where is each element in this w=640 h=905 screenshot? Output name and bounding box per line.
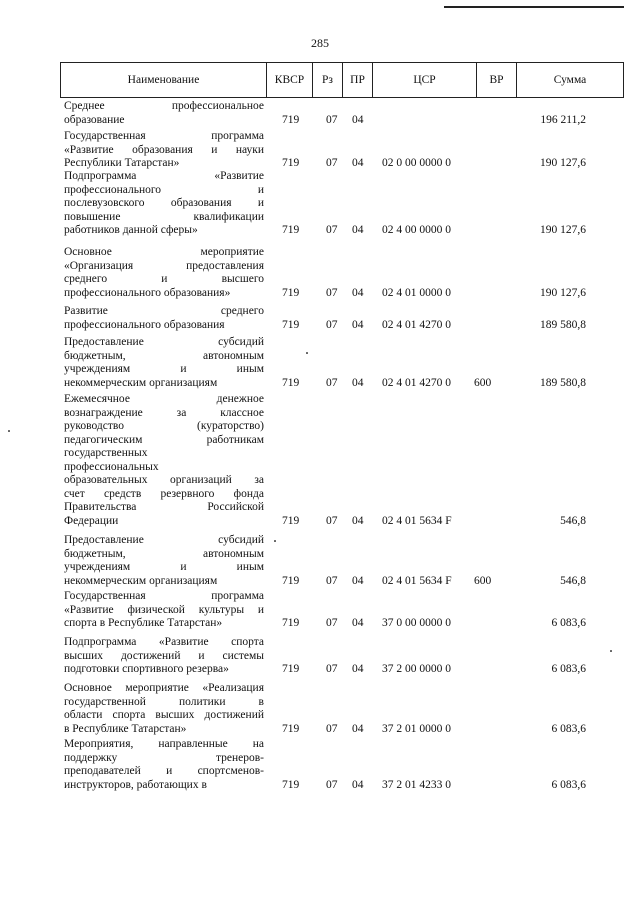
- row-name: [64, 738, 264, 792]
- row-kvsr: 719: [282, 514, 300, 527]
- row-csr: 02 4 01 5634 F: [382, 574, 452, 587]
- row-csr: 02 4 00 0000 0: [382, 224, 451, 236]
- row-name-line: поддержку тренеров-: [64, 751, 264, 764]
- row-name-line: в Республике Татарстан»: [64, 722, 187, 735]
- row-name-line: среднего и высшего: [64, 273, 264, 285]
- row-name-line: педагогическим работникам: [64, 433, 264, 446]
- row-rz: 07: [326, 376, 338, 389]
- row-pr: 04: [352, 113, 364, 126]
- row-name-line: Основное мероприятие «Реализация: [64, 682, 264, 694]
- row-sum: 190 127,6: [540, 224, 586, 236]
- row-name: [64, 170, 264, 238]
- scan-speck: [8, 430, 10, 432]
- row-name-line: профессионального и: [64, 183, 264, 196]
- row-csr: 02 4 01 4270 0: [382, 376, 451, 389]
- table-row: [64, 305, 624, 332]
- row-name-line: государственных: [64, 447, 148, 459]
- row-name-line: «Развитие образования и науки: [64, 143, 264, 156]
- row-name-line: Государственная программа: [64, 590, 264, 602]
- scan-speck: [274, 540, 276, 542]
- row-sum: 546,8: [560, 514, 586, 527]
- row-kvsr: 719: [282, 574, 300, 587]
- row-name-line: Правительства Российской: [64, 501, 264, 513]
- row-rz: 07: [326, 617, 338, 629]
- row-rz: 07: [326, 778, 338, 791]
- row-name-line: Ежемесячное денежное: [64, 393, 264, 405]
- row-kvsr: 719: [282, 286, 300, 299]
- row-rz: 07: [326, 224, 338, 236]
- row-name-line: профессионального образования»: [64, 286, 231, 299]
- row-pr: 04: [352, 318, 364, 331]
- row-vr: 600: [474, 376, 492, 389]
- row-pr: 04: [352, 224, 364, 236]
- row-sum: 6 083,6: [551, 663, 586, 675]
- row-rz: 07: [326, 113, 338, 126]
- header-csr: ЦСР: [373, 63, 477, 97]
- row-name-line: образовательных организаций за: [64, 474, 264, 486]
- row-pr: 04: [352, 663, 364, 675]
- page-number: 285: [311, 36, 329, 50]
- row-kvsr: 719: [282, 663, 300, 675]
- row-pr: 04: [352, 617, 364, 629]
- row-name-line: высших достижений и системы: [64, 649, 264, 662]
- row-name: [64, 590, 264, 631]
- header-sum: Сумма: [553, 74, 587, 86]
- row-name: [64, 130, 264, 171]
- table-row: [64, 130, 624, 171]
- row-kvsr: 719: [282, 318, 300, 331]
- row-name-line: Подпрограмма «Развитие спорта: [64, 636, 264, 648]
- table-row: [64, 682, 624, 736]
- row-name-line: бюджетным, автономным: [64, 547, 264, 560]
- row-sum: 196 211,2: [540, 113, 586, 126]
- row-name: [64, 336, 264, 390]
- row-kvsr: 719: [282, 617, 300, 629]
- table-header: [60, 62, 624, 98]
- row-pr: 04: [352, 574, 364, 587]
- table-row: [64, 590, 624, 631]
- table-row: [64, 393, 624, 528]
- row-name-line: Федерации: [64, 514, 119, 527]
- row-name-line: Республики Татарстан»: [64, 157, 180, 169]
- header-pr: ПР: [343, 63, 373, 97]
- header-rz: Рз: [313, 63, 343, 97]
- scan-speck: [306, 352, 308, 354]
- row-name-line: образование: [64, 113, 125, 126]
- row-csr: 37 0 00 0000 0: [382, 617, 451, 629]
- row-pr: 04: [352, 376, 364, 389]
- header-vr: ВР: [477, 63, 517, 97]
- row-sum: 190 127,6: [540, 157, 586, 169]
- row-name-line: профессиональных: [64, 460, 159, 473]
- row-pr: 04: [352, 514, 364, 527]
- table-row: [64, 336, 624, 390]
- row-kvsr: 719: [282, 113, 300, 126]
- row-rz: 07: [326, 286, 338, 299]
- row-name-line: подготовки спортивного резерва»: [64, 663, 229, 675]
- row-pr: 04: [352, 157, 364, 169]
- header-name: Наименование: [61, 63, 267, 97]
- row-rz: 07: [326, 514, 338, 527]
- row-pr: 04: [352, 722, 364, 735]
- row-name-line: счет средств резервного фонда: [64, 487, 264, 500]
- row-name: [64, 305, 264, 332]
- table-row: [64, 636, 624, 677]
- row-rz: 07: [326, 722, 338, 735]
- row-name-line: инструкторов, работающих в: [64, 778, 207, 791]
- row-name-line: Государственная программа: [64, 130, 264, 142]
- row-name-line: профессионального образования: [64, 318, 225, 331]
- row-csr: 02 4 01 4270 0: [382, 318, 451, 331]
- scan-speck: [610, 650, 612, 652]
- row-sum: 6 083,6: [551, 722, 586, 735]
- row-name: [64, 100, 264, 127]
- row-name-line: «Организация предоставления: [64, 259, 264, 272]
- row-name-line: Среднее профессиональное: [64, 100, 264, 112]
- row-rz: 07: [326, 574, 338, 587]
- row-name-line: Предоставление субсидий: [64, 336, 264, 348]
- row-name-line: некоммерческим организациям: [64, 574, 218, 587]
- row-rz: 07: [326, 157, 338, 169]
- row-name-line: Мероприятия, направленные на: [64, 738, 264, 750]
- row-name-line: Развитие среднего: [64, 305, 264, 317]
- row-vr: 600: [474, 574, 492, 587]
- row-pr: 04: [352, 286, 364, 299]
- row-csr: 37 2 01 4233 0: [382, 778, 451, 791]
- row-rz: 07: [326, 318, 338, 331]
- row-sum: 6 083,6: [551, 778, 586, 791]
- row-name-line: послевузовского образования и: [64, 197, 264, 209]
- row-name-line: руководство (кураторство): [64, 420, 264, 432]
- row-name: [64, 246, 264, 300]
- row-name-line: повышение квалификации: [64, 210, 264, 223]
- row-name-line: Предоставление субсидий: [64, 534, 264, 546]
- row-name-line: учреждениям и иным: [64, 561, 264, 573]
- row-csr: 02 4 01 0000 0: [382, 286, 451, 299]
- row-csr: 02 4 01 5634 F: [382, 514, 452, 527]
- row-pr: 04: [352, 778, 364, 791]
- table-row: [64, 246, 624, 300]
- row-name-line: некоммерческим организациям: [64, 376, 218, 389]
- table-row: [64, 100, 624, 127]
- header-kvsr: КВСР: [267, 63, 313, 97]
- row-sum: 189 580,8: [540, 376, 586, 389]
- table-row: [64, 738, 624, 792]
- row-name: [64, 534, 264, 588]
- row-name-line: работников данной сферы»: [64, 224, 198, 236]
- table-row: [64, 534, 624, 588]
- row-sum: 190 127,6: [540, 286, 586, 299]
- row-name-line: Основное мероприятие: [64, 246, 264, 258]
- row-name: [64, 393, 264, 528]
- row-kvsr: 719: [282, 722, 300, 735]
- row-rz: 07: [326, 663, 338, 675]
- top-rule: [444, 6, 624, 8]
- row-name-line: «Развитие физической культуры и: [64, 603, 264, 616]
- row-name-line: области спорта высших достижений: [64, 709, 264, 721]
- row-name-line: Подпрограмма «Развитие: [64, 170, 264, 182]
- row-sum: 6 083,6: [551, 617, 586, 629]
- row-sum: 546,8: [560, 574, 586, 587]
- row-kvsr: 719: [282, 224, 300, 236]
- row-csr: 37 2 00 0000 0: [382, 663, 451, 675]
- row-name-line: вознаграждение за классное: [64, 406, 264, 419]
- row-kvsr: 719: [282, 376, 300, 389]
- row-kvsr: 719: [282, 157, 300, 169]
- row-name-line: государственной политики в: [64, 695, 264, 708]
- row-name-line: учреждениям и иным: [64, 363, 264, 375]
- row-name-line: преподавателей и спортсменов-: [64, 765, 264, 777]
- row-csr: 37 2 01 0000 0: [382, 722, 451, 735]
- row-name-line: бюджетным, автономным: [64, 349, 264, 362]
- row-csr: 02 0 00 0000 0: [382, 157, 451, 169]
- row-name: [64, 636, 264, 677]
- table-row: [64, 170, 624, 238]
- row-kvsr: 719: [282, 778, 300, 791]
- row-sum: 189 580,8: [540, 318, 586, 331]
- row-name-line: спорта в Республике Татарстан»: [64, 617, 223, 629]
- row-name: [64, 682, 264, 736]
